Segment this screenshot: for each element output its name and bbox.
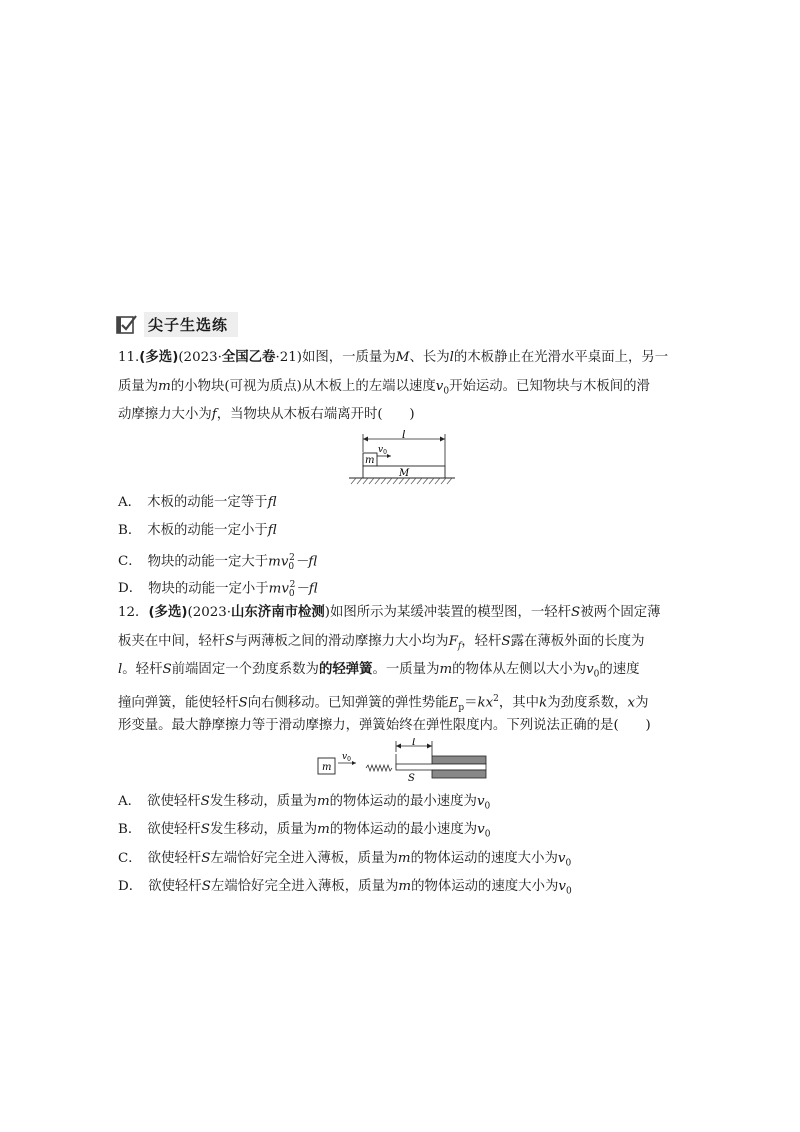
choice-label: C． — [118, 554, 142, 570]
label-S: S — [408, 773, 415, 782]
label-l: l — [402, 430, 406, 441]
choice-text: 发生移动，质量为 — [209, 822, 318, 837]
q12-choice-c — [118, 849, 571, 874]
rod-S — [396, 764, 486, 770]
q11-source-open: (2023· — [178, 350, 222, 365]
q12-text: ，其中 — [498, 695, 540, 711]
choice-text: 的物体运动的最小速度为 — [329, 822, 478, 837]
q12-text: 的物体从左侧以大小为 — [452, 662, 587, 677]
q11-number: 11. — [118, 350, 140, 365]
q11-text: 质量为 — [118, 379, 159, 394]
choice-text: 发生移动，质量为 — [209, 794, 317, 809]
choice-var-m: m — [316, 794, 330, 809]
q12-var-l: l — [118, 662, 123, 677]
q12-text: 板夹在中间，轻杆 — [118, 634, 226, 649]
q12-text: 为劲度系数， — [547, 695, 628, 711]
check-box-icon — [116, 314, 138, 334]
q11-source: 全国乙卷 — [221, 350, 276, 365]
choice-math: mv — [268, 554, 289, 570]
q11-text: 、长为 — [409, 350, 450, 365]
q12-source-open: (2023· — [187, 605, 232, 620]
choice-extra: －fl — [294, 554, 318, 570]
spring — [366, 765, 392, 771]
q11-var-m: m — [158, 379, 171, 394]
q12-var-E: E — [448, 695, 459, 711]
plate-top — [432, 756, 486, 764]
q11-line-3 — [118, 405, 415, 425]
choice-text: 欲使轻杆 — [147, 794, 201, 809]
q11-choice-a — [118, 493, 277, 513]
q11-var-v-sub: 0 — [443, 386, 450, 397]
label-l: l — [412, 738, 416, 748]
choice-var-S: S — [200, 822, 210, 837]
choice-var-v: v — [477, 822, 485, 837]
q11-var-M: M — [395, 350, 410, 365]
q12-text: 撞向弹簧，能使轻杆 — [118, 695, 239, 711]
q11-line-1 — [118, 348, 668, 368]
choice-label: B． — [118, 822, 142, 837]
q12-var-x: x — [627, 695, 636, 711]
choice-sub: 0 — [484, 801, 491, 812]
velocity-arrowhead — [352, 761, 356, 765]
choice-text: 的物体运动的速度大小为 — [410, 851, 558, 866]
q12-choice-a — [118, 792, 490, 817]
choice-var-m: m — [317, 822, 330, 837]
q12-text: 如图所示为某缓冲装置的模型图，一轻杆 — [330, 605, 572, 620]
q12-line-3 — [118, 660, 640, 685]
choice-sub: 0 — [565, 858, 572, 869]
q12-tag: (多选) — [148, 605, 188, 620]
q12-var-S: S — [238, 695, 248, 711]
choice-text: 欲使轻杆 — [147, 851, 202, 866]
choice-text: 的物体运动的速度大小为 — [411, 879, 559, 894]
q12-var-m: m — [439, 662, 453, 677]
q12-text: 。轻杆 — [122, 662, 163, 677]
q12-text: 为 — [635, 695, 649, 711]
q11-text: ，当物块从木板右端离开时( ) — [216, 407, 415, 422]
choice-sub: 0 — [565, 886, 572, 897]
q12-var-v: v — [586, 662, 594, 677]
q12-text: 前端固定一个劲度系数为 — [171, 662, 319, 677]
q12-text: 与两薄板之间的滑动摩擦力大小均为 — [234, 634, 449, 649]
q11-var-l: l — [449, 350, 454, 365]
choice-sub: 0 — [288, 589, 295, 600]
choice-var-v: v — [557, 851, 566, 866]
q12-var-v-sub: 0 — [593, 669, 600, 680]
q12-number: 12． — [118, 605, 149, 620]
q12-var-F-sub: f — [457, 641, 462, 652]
choice-label: D． — [118, 879, 143, 894]
choice-var-v: v — [558, 879, 566, 894]
q12-text: ，轻杆 — [461, 634, 502, 649]
choice-text: 左端恰好完全进入薄板，质量为 — [210, 879, 399, 894]
choice-text: 物块的动能一定小于 — [148, 581, 269, 597]
choice-label: C． — [118, 851, 142, 866]
choice-var-S: S — [200, 794, 210, 809]
choice-label: A． — [118, 794, 142, 809]
choice-var-v: v — [476, 794, 485, 809]
q12-choice-b — [118, 820, 490, 845]
q12-var-kx: kx — [477, 695, 494, 711]
q12-source-close: ) — [324, 605, 330, 620]
choice-text: 木板的动能一定小于 — [147, 523, 268, 538]
q12-choice-d — [118, 877, 572, 902]
q12-text: 露在薄板外面的长度为 — [510, 634, 645, 649]
choice-math: mv — [268, 581, 289, 597]
q12-text: ＝ — [464, 695, 478, 711]
choice-label: A． — [118, 495, 142, 510]
q12-var-S: S — [501, 634, 511, 649]
plate-bottom — [432, 770, 486, 778]
q12-text: 形变量。最大静摩擦力等于滑动摩擦力，弹簧始终在弹性限度内。下列说法正确的是( ) — [118, 718, 651, 733]
q12-line-1 — [118, 603, 661, 623]
label-M: M — [399, 468, 410, 479]
q11-tag: (多选) — [139, 350, 179, 365]
q11-text: 的木板静止在光滑水平桌面上，另一 — [453, 350, 669, 365]
section-title: 尖子生选练 — [144, 312, 238, 337]
choice-math: fl — [267, 495, 277, 510]
choice-text: 欲使轻杆 — [147, 822, 201, 837]
q11-line-2 — [118, 377, 650, 402]
q12-var-k: k — [539, 695, 548, 711]
q12-line-4 — [118, 689, 649, 718]
label-m: m — [365, 455, 375, 466]
choice-var-m: m — [397, 851, 411, 866]
q12-var-S: S — [571, 605, 581, 620]
q12-text: 。一质量为 — [372, 662, 440, 677]
choice-text: 物块的动能一定大于 — [147, 554, 269, 570]
q12-bold-text: 的轻弹簧 — [318, 662, 373, 677]
q12-var-S: S — [225, 634, 235, 649]
label-m: m — [322, 762, 332, 773]
q12-source: 山东济南市检测 — [231, 605, 325, 620]
q11-var-v: v — [435, 379, 444, 394]
q12-line-2 — [118, 632, 644, 657]
section-header — [116, 313, 238, 335]
choice-sup: 2 — [289, 553, 295, 563]
choice-text: 的物体运动的最小速度为 — [329, 794, 477, 809]
choice-var-S: S — [201, 879, 211, 894]
choice-text: 左端恰好完全进入薄板，质量为 — [210, 851, 398, 866]
q12-var-kx-sup: 2 — [493, 694, 499, 704]
q12-var-F: F — [448, 634, 458, 649]
choice-label: B． — [118, 523, 142, 538]
q12-figure — [316, 738, 496, 782]
choice-sup: 2 — [289, 580, 296, 590]
q11-figure — [345, 430, 460, 490]
label-v0: $v_0$ — [342, 752, 351, 763]
choice-math: fl — [267, 523, 277, 538]
choice-text: 木板的动能一定等于 — [147, 495, 268, 510]
q12-var-S: S — [162, 662, 172, 677]
q11-text: 开始运动。已知物块与木板间的滑 — [449, 379, 650, 394]
choice-label: D． — [118, 581, 143, 597]
q11-choice-c — [118, 548, 317, 577]
choice-var-m: m — [398, 879, 412, 894]
q11-text: 动摩擦力大小为 — [118, 407, 212, 422]
choice-sub: 0 — [484, 829, 491, 840]
q11-text: 如图，一质量为 — [301, 350, 396, 365]
q12-text: 被两个固定薄 — [580, 605, 661, 620]
label-v0: $v_0$ — [378, 445, 387, 456]
q12-text: 的速度 — [599, 662, 640, 677]
q11-choice-b — [118, 521, 277, 541]
q12-line-5 — [118, 716, 651, 736]
choice-text: 欲使轻杆 — [148, 879, 202, 894]
q11-var-f: f — [211, 407, 217, 422]
q12-text: 向右侧移动。已知弹簧的弹性势能 — [247, 695, 449, 711]
q11-source-close: ·21) — [275, 350, 302, 365]
choice-sub: 0 — [288, 562, 295, 573]
velocity-arrowhead — [387, 454, 391, 458]
choice-extra: －fl — [295, 581, 318, 597]
q12-var-E-sub: p — [458, 703, 465, 714]
q11-choice-d — [118, 575, 318, 604]
q11-text: 的小物块(可视为质点)从木板上的左端以速度 — [170, 379, 436, 394]
choice-var-S: S — [201, 851, 211, 866]
